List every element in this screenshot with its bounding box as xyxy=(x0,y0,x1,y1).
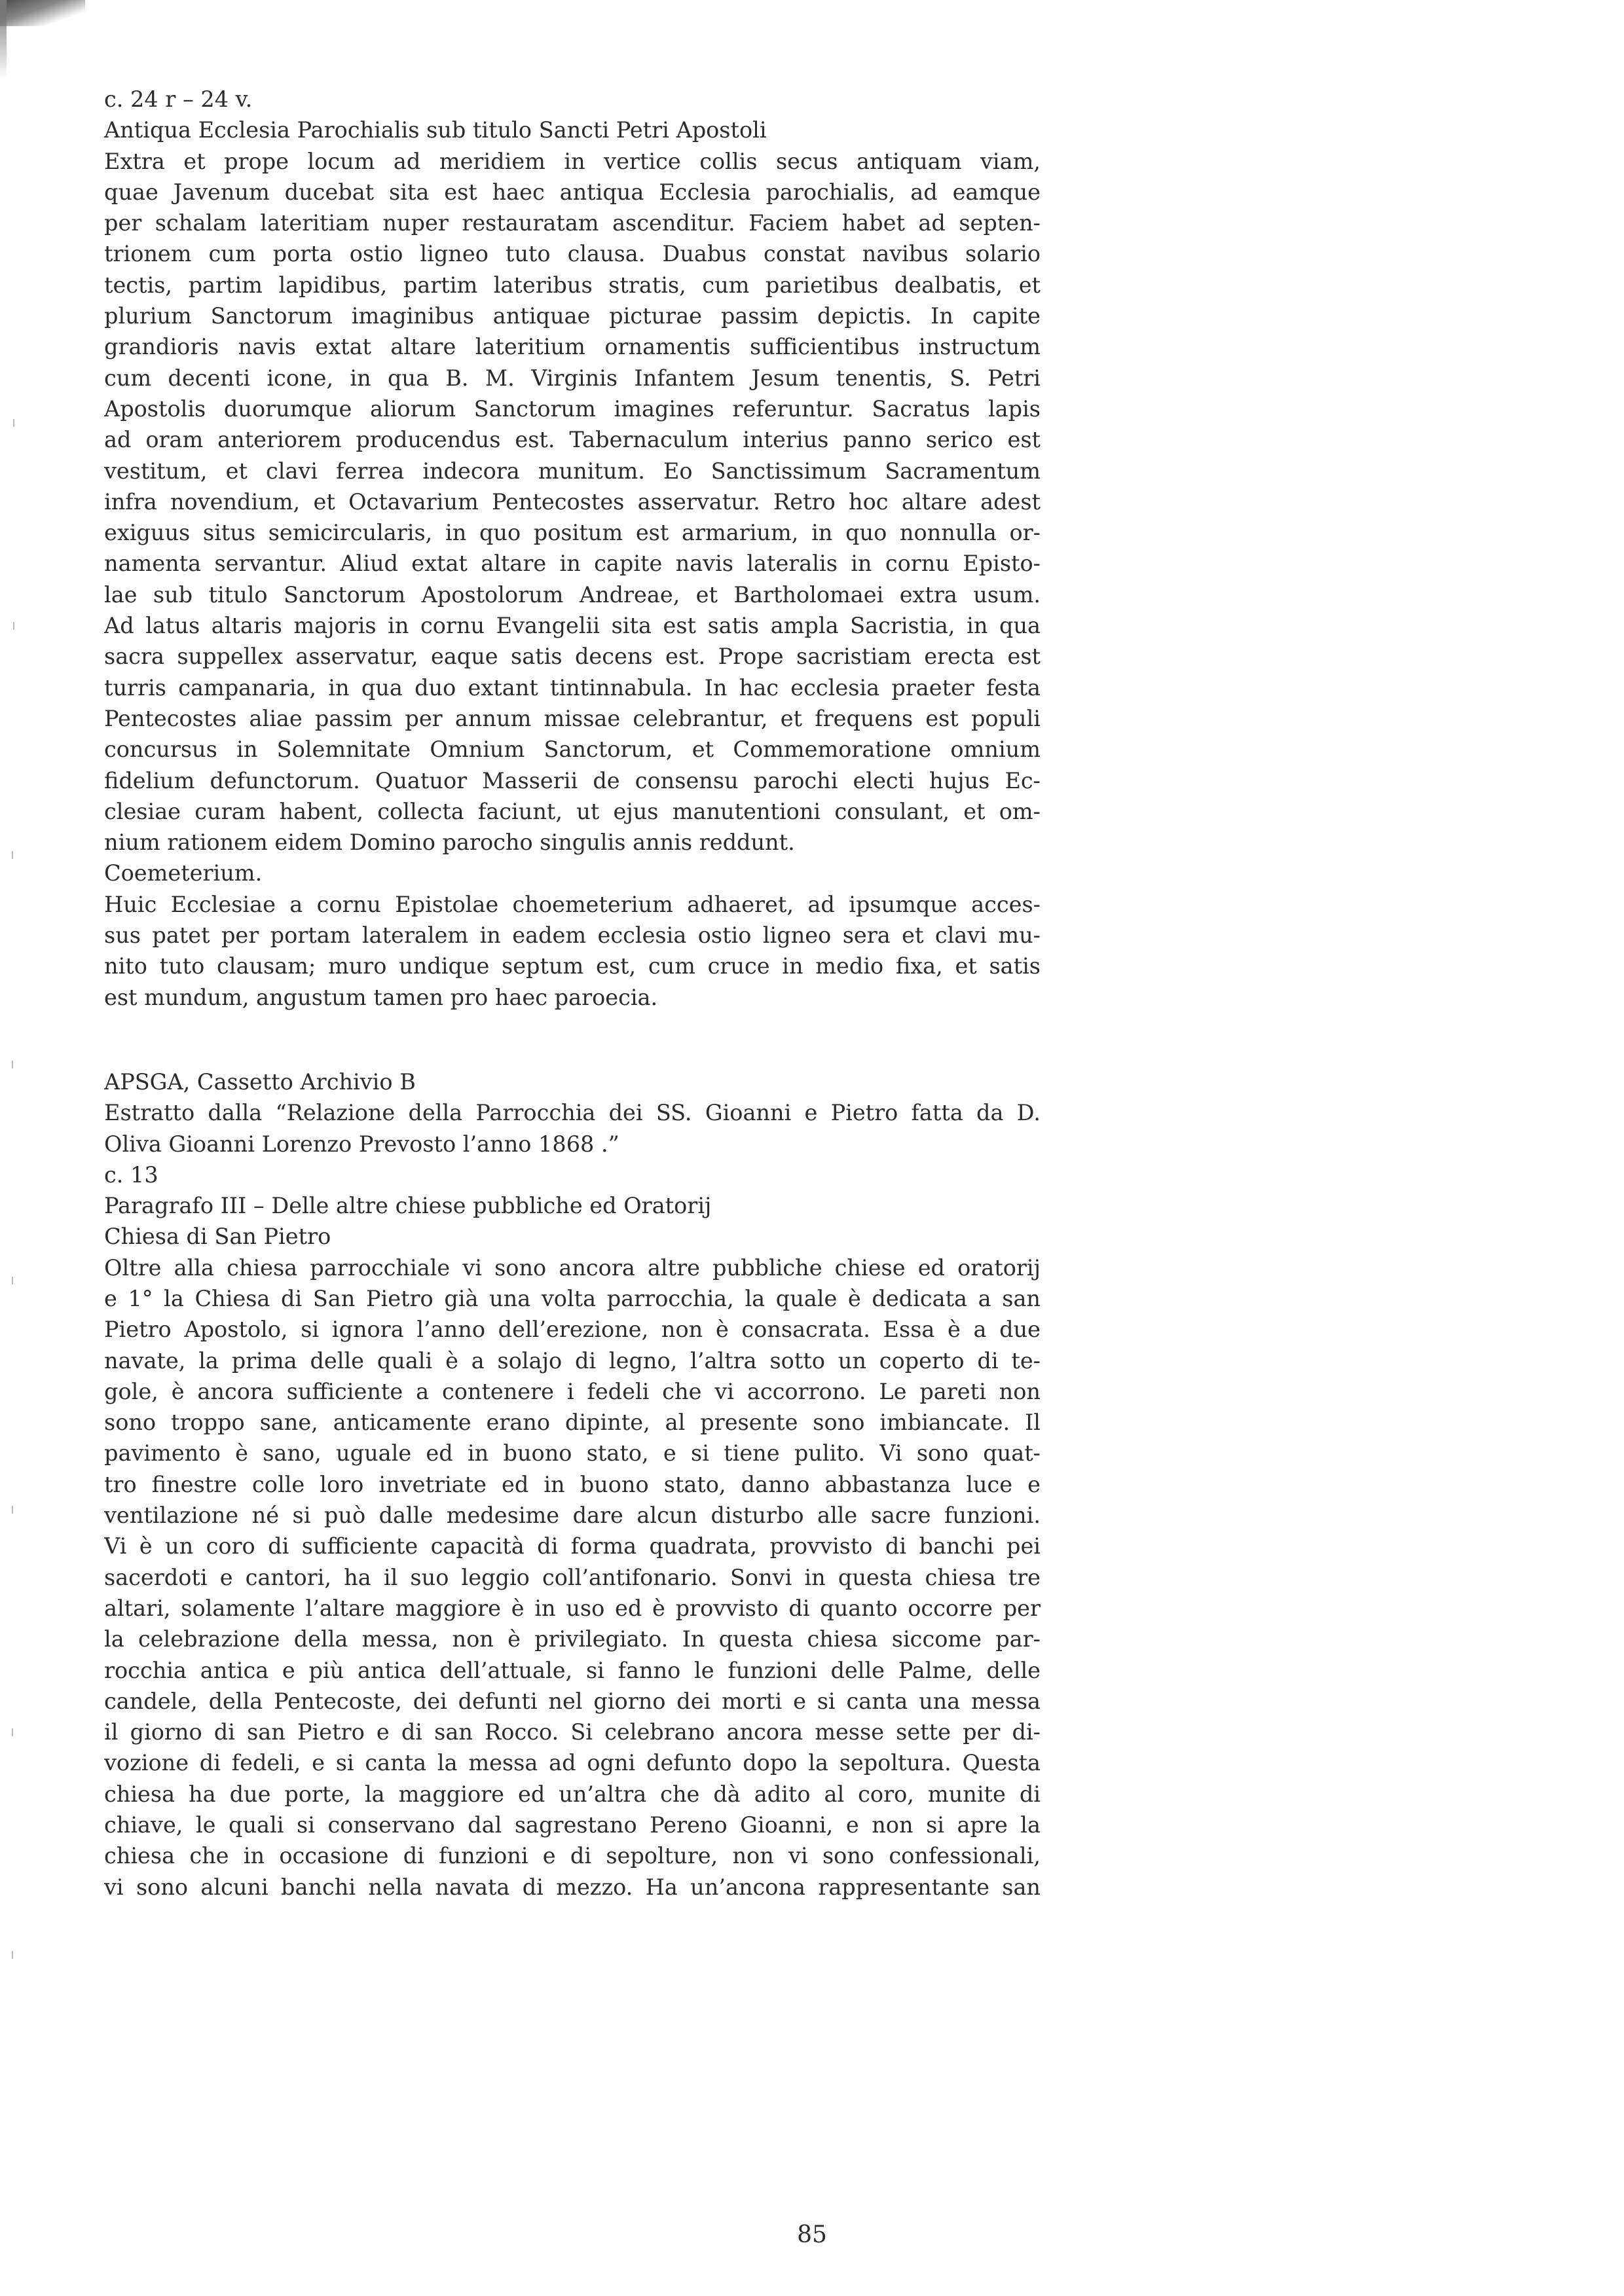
section-title: Antiqua Ecclesia Parochialis sub titulo Sancti Petri Apostoli xyxy=(104,117,767,143)
text-line: nito tuto clausam; muro undique septum est, cum cruce in medio fixa, et satis xyxy=(104,953,1041,979)
text-line: il giorno di san Pietro e di san Rocco. Si celebrano ancora messe sette per di- xyxy=(104,1719,1041,1745)
text-line: Huic Ecclesiae a cornu Epistolae choemeterium adhaeret, ad ipsumque acces- xyxy=(104,891,1041,917)
text-line: infra novendium, et Octavarium Pentecostes asservatur. Retro hoc altare adest xyxy=(104,488,1041,515)
text-line: sacra suppellex asservatur, eaque satis decens est. Prope sacristiam erecta est xyxy=(104,644,1041,670)
document-page xyxy=(104,84,1041,1903)
margin-mark xyxy=(12,1277,13,1285)
italian-body-text xyxy=(104,1252,1041,1903)
text-line: ad oram anteriorem producendus est. Tabernaculum interius panno serico est xyxy=(104,427,1041,453)
text-line: cum decenti icone, in qua B. M. Virginis Infantem Jesum tenentis, S. Petri xyxy=(104,365,1041,391)
text-line: chiesa che in occasione di funzioni e di sepolture, non vi sono confessionali, xyxy=(104,1843,1041,1869)
paragraph-title: Paragrafo III – Delle altre chiese pubbliche ed Oratorij xyxy=(104,1193,712,1219)
text-line: turris campanaria, in qua duo extant tintinnabula. In hac ecclesia praeter festa xyxy=(104,674,1041,701)
text-line: vozione di fedeli, e si canta la messa ad ogni defunto dopo la sepoltura. Questa xyxy=(104,1750,1041,1776)
text-line: lae sub titulo Sanctorum Apostolorum Andreae, et Bartholomaei extra usum. xyxy=(104,581,1041,608)
margin-mark xyxy=(12,1728,13,1736)
text-line: exiguus situs semicircularis, in quo positum est armarium, in quo nonnulla or- xyxy=(104,520,1041,546)
text-line: ventilazione né si può dalle medesime dare alcun disturbo alle sacre funzioni. xyxy=(104,1503,1041,1529)
text-line: plurium Sanctorum imaginibus antiquae picturae passim depictis. In capite xyxy=(104,303,1041,329)
extract-title xyxy=(104,1097,1041,1159)
text-line: sus patet per portam lateralem in eadem ecclesia ostio ligneo sera et clavi mu- xyxy=(104,922,1041,949)
latin-body-text xyxy=(104,146,1041,858)
margin-mark xyxy=(12,851,13,859)
text-line: Apostolis duorumque aliorum Sanctorum imagines referuntur. Sacratus lapis xyxy=(104,395,1041,422)
text-line: tro finestre colle loro invetriate ed in buono stato, danno abbastanza luce e xyxy=(104,1471,1041,1497)
margin-mark xyxy=(12,1506,13,1514)
text-line: namenta servantur. Aliud extat altare in capite navis lateralis in cornu Episto- xyxy=(104,551,1041,577)
text-line: Pietro Apostolo, si ignora l’anno dell’erezione, non è consacrata. Essa è a due xyxy=(104,1317,1041,1343)
text-line: quae Javenum ducebat sita est haec antiqua Ecclesia parochialis, ad eamque xyxy=(104,179,1041,205)
text-line: Extra et prope locum ad meridiem in vertice collis secus antiquam viam, xyxy=(104,148,1041,174)
text-line: Oliva Gioanni Lorenzo Prevosto l’anno 1868 .” xyxy=(104,1131,619,1157)
text-line: gole, è ancora sufficiente a contenere i fedeli che vi accorrono. Le pareti non xyxy=(104,1378,1041,1404)
margin-mark xyxy=(12,1061,13,1068)
scan-corner-shadow xyxy=(0,0,85,26)
text-line: Estratto dalla “Relazione della Parrocchia dei SS. Gioanni e Pietro fatta da D. xyxy=(104,1100,1041,1126)
text-line: nium rationem eidem Domino parocho singulis annis reddunt. xyxy=(104,829,795,856)
text-line: vestitum, et clavi ferrea indecora munitum. Eo Sanctissimum Sacramentum xyxy=(104,458,1041,484)
text-line: per schalam lateritiam nuper restauratam ascenditur. Faciem habet ad septen- xyxy=(104,210,1041,236)
text-line: la celebrazione della messa, non è privilegiato. In questa chiesa siccome par- xyxy=(104,1626,1041,1652)
folio-reference-2: c. 13 xyxy=(104,1161,158,1188)
text-line: grandioris navis extat altare lateritium ornamentis sufficientibus instructum xyxy=(104,334,1041,360)
text-line: pavimento è sano, uguale ed in buono stato, e si tiene pulito. Vi sono quat- xyxy=(104,1440,1041,1467)
text-line: altari, solamente l’altare maggiore è in uso ed è provvisto di quanto occorre per xyxy=(104,1595,1041,1621)
page-number: 85 xyxy=(797,2221,827,2248)
text-line: Pentecostes aliae passim per annum missae celebrantur, et frequens est populi xyxy=(104,705,1041,731)
text-line: est mundum, angustum tamen pro haec paroecia. xyxy=(104,984,658,1010)
text-line: e 1° la Chiesa di San Pietro già una volta parrocchia, la quale è dedicata a san xyxy=(104,1285,1041,1311)
margin-mark xyxy=(13,622,14,630)
text-line: navate, la prima delle quali è a solajo di legno, l’altra sotto un coperto di te- xyxy=(104,1347,1041,1374)
text-line: chiave, le quali si conservano dal sagrestano Pereno Gioanni, e non si apre la xyxy=(104,1812,1041,1838)
cemetery-body-text xyxy=(104,889,1041,1013)
text-line: clesiae curam habent, collecta faciunt, ut ejus manutentioni consulant, et om- xyxy=(104,798,1041,824)
text-line: sacerdoti e cantori, ha il suo leggio coll’antifonario. Sonvi in questa chiesa tre xyxy=(104,1564,1041,1590)
church-title: Chiesa di San Pietro xyxy=(104,1224,331,1250)
text-line: trionem cum porta ostio ligneo tuto clausa. Duabus constat navibus solario xyxy=(104,241,1041,267)
text-line: Vi è un coro di sufficiente capacità di forma quadrata, provvisto di banchi pei xyxy=(104,1533,1041,1559)
text-line: candele, della Pentecoste, dei defunti nel giorno dei morti e si canta una messa xyxy=(104,1688,1041,1714)
text-line: concursus in Solemnitate Omnium Sanctorum, et Commemoratione omnium xyxy=(104,737,1041,763)
text-line: fidelium defunctorum. Quatuor Masserii de consensu parochi electi hujus Ec- xyxy=(104,767,1041,793)
text-line: sono troppo sane, anticamente erano dipinte, al presente sono imbiancate. Il xyxy=(104,1410,1041,1436)
text-line: chiesa ha due porte, la maggiore ed un’altra che dà adito al coro, munite di xyxy=(104,1781,1041,1807)
scan-edge-shadow xyxy=(0,0,7,79)
text-line: Ad latus altaris majoris in cornu Evangelii sita est satis ampla Sacristia, in qua xyxy=(104,613,1041,639)
text-line: rocchia antica e più antica dell’attuale, si fanno le funzioni delle Palme, delle xyxy=(104,1657,1041,1683)
text-line: Oltre alla chiesa parrocchiale vi sono ancora altre pubbliche chiese ed oratorij xyxy=(104,1254,1041,1281)
folio-reference: c. 24 r – 24 v. xyxy=(104,86,253,112)
archive-source: APSGA, Cassetto Archivio B xyxy=(104,1068,416,1095)
cemetery-heading: Coemeterium. xyxy=(104,860,263,886)
section-gap xyxy=(104,1013,1041,1066)
margin-mark xyxy=(13,419,14,427)
text-line: tectis, partim lapidibus, partim lateribus stratis, cum parietibus dealbatis, et xyxy=(104,272,1041,298)
text-line: vi sono alcuni banchi nella navata di mezzo. Ha un’ancona rappresentante san xyxy=(104,1874,1041,1900)
margin-mark xyxy=(12,1951,13,1959)
